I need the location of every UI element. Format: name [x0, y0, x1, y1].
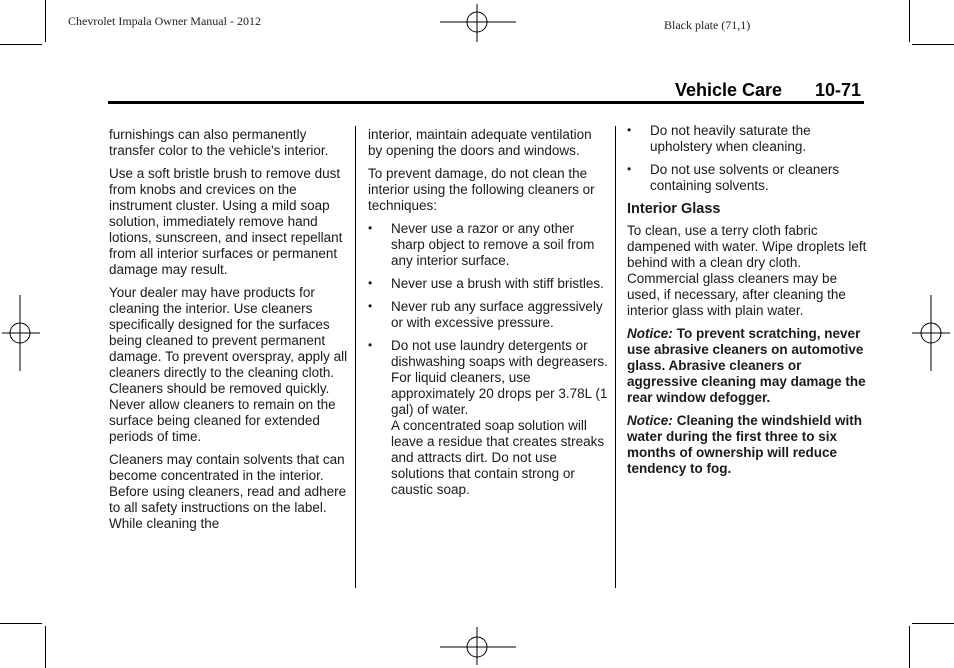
list-item	[368, 276, 608, 292]
bullet-icon: •	[368, 299, 373, 313]
bullet-icon: •	[368, 338, 373, 352]
bullet-list	[627, 123, 867, 194]
list-item-text: Do not heavily saturate the upholstery when cleaning.	[650, 123, 811, 154]
notice	[627, 413, 867, 477]
crop-mark	[912, 623, 954, 624]
list-item-text: Do not use solvents or cleaners containing solvents.	[650, 162, 840, 193]
header-rule	[108, 101, 864, 104]
paragraph: interior, maintain adequate ventilation by opening the doors and windows.	[368, 127, 592, 158]
paragraph: To clean, use a terry cloth fabric dampened with water. Wipe droplets left behind with a clean dry cloth. Commercial glass cleaners may be used, if necessary, after cleaning the interior glass with plain water.	[627, 223, 867, 318]
list-item	[368, 338, 608, 498]
list-item	[368, 221, 608, 269]
crop-mark	[0, 44, 42, 45]
list-item-text: Never use a brush with stiff bristles.	[391, 276, 604, 291]
column-2	[368, 127, 608, 505]
crop-mark	[912, 44, 954, 45]
crop-mark	[909, 0, 910, 42]
bullet-icon: •	[627, 123, 632, 137]
paragraph: Use a soft bristle brush to remove dust from knobs and crevices on the instrument cluster. Using a mild soap solution, immediately remove hand lotions, sunscreen, and insect repellant from all interior surfaces or permanent damage may result.	[109, 166, 343, 277]
registration-mark-left	[0, 295, 40, 371]
registration-mark-top	[440, 2, 516, 42]
subheading: Interior Glass	[627, 201, 721, 217]
list-item-text: Never use a razor or any other sharp object to remove a soil from any interior surface.	[391, 221, 595, 268]
bullet-list	[368, 221, 608, 498]
registration-mark-right	[912, 295, 952, 371]
list-item-continuation: A concentrated soap solution will leave a residue that creates streaks and attracts dirt. Do not use solutions that contain strong or caustic soap.	[391, 418, 605, 497]
list-item-text: Never rub any surface aggressively or with excessive pressure.	[391, 299, 603, 330]
list-item	[627, 162, 867, 194]
paragraph: furnishings can also permanently transfer color to the vehicle's interior.	[109, 127, 329, 158]
section-title: Vehicle Care	[675, 80, 783, 100]
registration-mark-bottom	[440, 627, 516, 667]
paragraph: Your dealer may have products for cleaning the interior. Use cleaners specifically designed for the surfaces being cleaned to prevent permanent damage. To prevent overspray, apply all cleaners directly to the cleaning cloth. Cleaners should be removed quickly. Never allow cleaners to remain on the surface being cleaned for extended periods of time.	[109, 285, 348, 444]
list-item	[627, 123, 867, 155]
column-divider	[615, 126, 616, 588]
crop-mark	[0, 623, 42, 624]
column-1	[109, 127, 349, 539]
notice	[627, 326, 867, 406]
notice-label: Notice:	[627, 413, 673, 428]
crop-mark	[909, 626, 910, 668]
column-3	[627, 123, 867, 484]
notice-text: Cleaning the windshield with water during the first three to six months of ownership will reduce tendency to fog.	[627, 413, 863, 476]
bullet-icon: •	[368, 221, 373, 235]
notice-text: To prevent scratching, never use abrasive cleaners on automotive glass. Abrasive cleaners or aggressive cleaning may damage the rear window defogger.	[627, 326, 866, 405]
crop-mark	[45, 626, 46, 668]
paragraph: Cleaners may contain solvents that can become concentrated in the interior. Before using cleaners, read and adhere to all safety instructions on the label. While cleaning the	[109, 452, 347, 531]
bullet-icon: •	[368, 276, 373, 290]
notice-label: Notice:	[627, 326, 673, 341]
plate-left-text: Chevrolet Impala Owner Manual - 2012	[68, 14, 261, 28]
plate-right-text: Black plate (71,1)	[664, 18, 751, 32]
bullet-icon: •	[627, 162, 632, 176]
page-number: 10-71	[815, 80, 862, 100]
column-divider	[355, 126, 356, 588]
paragraph: To prevent damage, do not clean the interior using the following cleaners or techniques:	[368, 166, 595, 213]
crop-mark	[45, 0, 46, 42]
list-item	[368, 299, 608, 331]
list-item-text: Do not use laundry detergents or dishwashing soaps with degreasers. For liquid cleaners, use approximately 20 drops per 3.78L (1 gal) of water.	[391, 338, 608, 417]
